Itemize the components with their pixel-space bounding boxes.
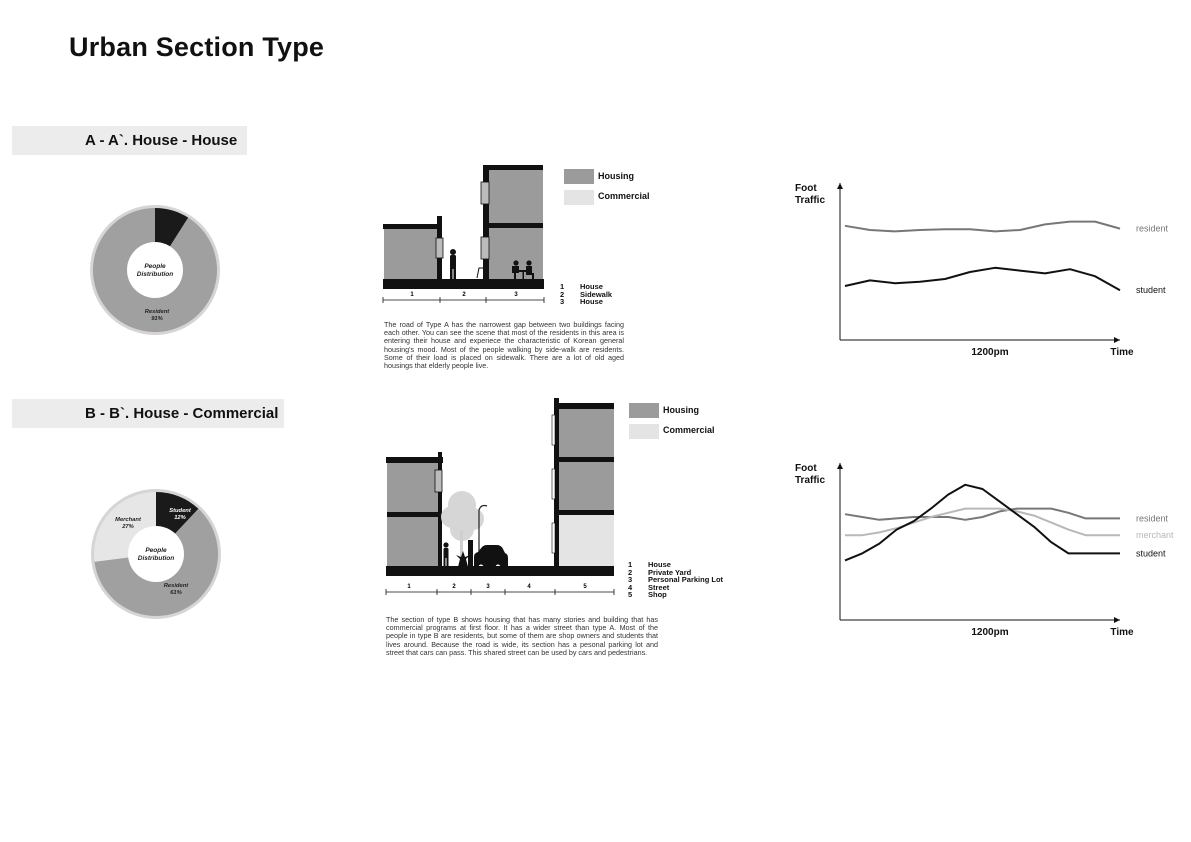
series-line-student (845, 485, 1120, 561)
commercial-legend-label: Commercial (663, 425, 715, 435)
pie-slice-name: Student (169, 508, 191, 514)
commercial-swatch (564, 190, 594, 205)
left-house-wall (438, 452, 442, 567)
right-building-window (552, 415, 555, 445)
pie-slice-name: Resident (163, 583, 189, 589)
series-line-resident (845, 509, 1120, 520)
left-house-roof (383, 224, 441, 229)
right-house-roof (483, 165, 543, 170)
key-item (628, 591, 723, 599)
scale-label: 4 (527, 584, 531, 590)
y-axis-label: Traffic (795, 475, 826, 486)
left-house-floor-slab (387, 512, 441, 517)
left-house-roof (386, 457, 443, 463)
pie-slice-percent: 12% (174, 515, 186, 521)
housing-swatch (629, 403, 659, 418)
y-axis-label: Traffic (795, 195, 826, 206)
housing-swatch (564, 169, 594, 184)
y-axis-arrow-icon (837, 183, 843, 189)
right-house-window-lower (481, 237, 489, 259)
section-drawing-b (380, 395, 620, 605)
y-axis-arrow-icon (837, 463, 843, 469)
section-a-band (12, 126, 247, 155)
section-b-title: B - B`. House - Commercial (85, 405, 279, 422)
pie-chart-a (80, 195, 230, 345)
series-label-resident: resident (1136, 223, 1169, 234)
key-item-number: 5 (628, 590, 633, 599)
key-item-label: Personal Parking Lot (648, 575, 724, 584)
series-line-resident (845, 222, 1120, 232)
series-label-student: student (1136, 285, 1166, 296)
y-axis-label: Foot (795, 463, 817, 474)
x-axis-label: Time (1110, 627, 1134, 638)
key-item-label: Street (648, 582, 670, 592)
right-building-roof (554, 403, 614, 409)
plant-icon (456, 551, 470, 567)
section-a-title: A - A`. House - House (85, 132, 238, 149)
scale-label: 3 (514, 292, 518, 298)
commercial-swatch (629, 424, 659, 439)
key-item-number: 2 (628, 567, 633, 577)
section-a-description: The road of Type A has the narrowest gap between two buildings facing each other. You can see the scene that most of the residents in this area is entering their house and experiece the characteristic of Korean general housing's mood. Most of the people walking by side-walk are residents. Some of their load is placed on sidewalk. There are a lot of old aged housings that elderly people live. (384, 320, 624, 371)
left-house-window (436, 238, 443, 258)
series-line-student (845, 268, 1120, 290)
key-item-label: Sidewalk (580, 289, 613, 299)
pie-center-hole (128, 526, 184, 582)
y-axis-label: Foot (795, 183, 817, 194)
scale-label: 3 (486, 584, 490, 590)
key-item-number: 3 (560, 297, 565, 306)
section-drawing-a (378, 160, 553, 310)
left-house-body (384, 228, 440, 279)
right-building-window (552, 469, 555, 499)
pie-slice-name: Resident (144, 309, 170, 315)
scale-label: 1 (410, 292, 414, 298)
key-item (628, 576, 723, 584)
scale-label: 2 (452, 584, 456, 590)
series-label-resident: resident (1136, 513, 1169, 524)
x-axis-arrow-icon (1114, 337, 1120, 343)
pie-center-label: People (145, 547, 167, 554)
right-house-floor-slab (487, 223, 543, 228)
series-label-merchant: merchant (1136, 530, 1174, 541)
sidewalk-chair-icon (477, 268, 484, 278)
right-building-window (552, 523, 555, 553)
pie-chart-b (81, 479, 231, 629)
pie-slice-percent: 91% (151, 316, 163, 322)
x-axis-arrow-icon (1114, 617, 1120, 623)
bollard-icon (468, 540, 473, 567)
right-building-slab (558, 510, 614, 515)
housing-legend-label: Housing (598, 171, 634, 181)
pie-center-label: Distribution (137, 555, 175, 562)
pedestrian-icon (450, 249, 456, 279)
key-item-label: House (580, 297, 603, 306)
scale-label: 2 (462, 292, 466, 298)
section-b-key (628, 561, 723, 599)
key-item-number: 3 (628, 575, 633, 584)
key-item-label: House (580, 282, 603, 291)
key-item-number: 2 (560, 289, 565, 299)
pedestrian-icon (443, 542, 448, 567)
page-title: Urban Section Type (69, 32, 325, 62)
housing-legend-label: Housing (663, 405, 699, 415)
key-item-number: 1 (628, 560, 633, 569)
key-item (560, 298, 612, 306)
section-b-band (12, 399, 284, 428)
pie-slice-percent: 27% (122, 524, 134, 530)
series-line-merchant (845, 509, 1120, 536)
key-item-number: 4 (628, 582, 633, 592)
key-item-label: House (648, 560, 671, 569)
foot-traffic-chart-a (790, 175, 1180, 365)
series-label-student: student (1136, 548, 1166, 559)
scale-label: 5 (583, 584, 587, 590)
x-tick-label: 1200pm (971, 627, 1009, 638)
key-item-label: Private Yard (648, 567, 692, 577)
pie-slice-percent: 61% (170, 590, 182, 596)
key-item (628, 584, 723, 592)
section-b-description: The section of type B shows housing that has many stories and building that has commercial programs at first floor. It has a wider street than type A. Most of the people in type B are residents, but some of them are shop owners and students that lives around. Because the road is wide, its section has a pesonal parking lot and street that cars can pass. This shared street can be used by cars and pedestrians. (386, 615, 658, 657)
right-building-slab (558, 457, 614, 462)
x-axis-label: Time (1110, 347, 1134, 358)
commercial-legend-label: Commercial (598, 191, 650, 201)
key-item-number: 1 (560, 282, 565, 291)
pie-center-label: Distribution (136, 271, 174, 278)
pie-slice-name: Merchant (115, 517, 141, 523)
key-item-label: Shop (648, 590, 667, 599)
scale-label: 1 (407, 584, 411, 590)
foot-traffic-chart-b (790, 455, 1180, 645)
pie-center-hole (127, 242, 183, 298)
section-a-key (560, 283, 612, 306)
pie-center-label: People (144, 263, 166, 270)
ground-slab (386, 566, 614, 576)
ground-slab (383, 279, 544, 289)
left-house-window (435, 470, 442, 492)
x-tick-label: 1200pm (971, 347, 1009, 358)
right-building-shop-floor (558, 513, 614, 567)
right-house-window-upper (481, 182, 489, 204)
